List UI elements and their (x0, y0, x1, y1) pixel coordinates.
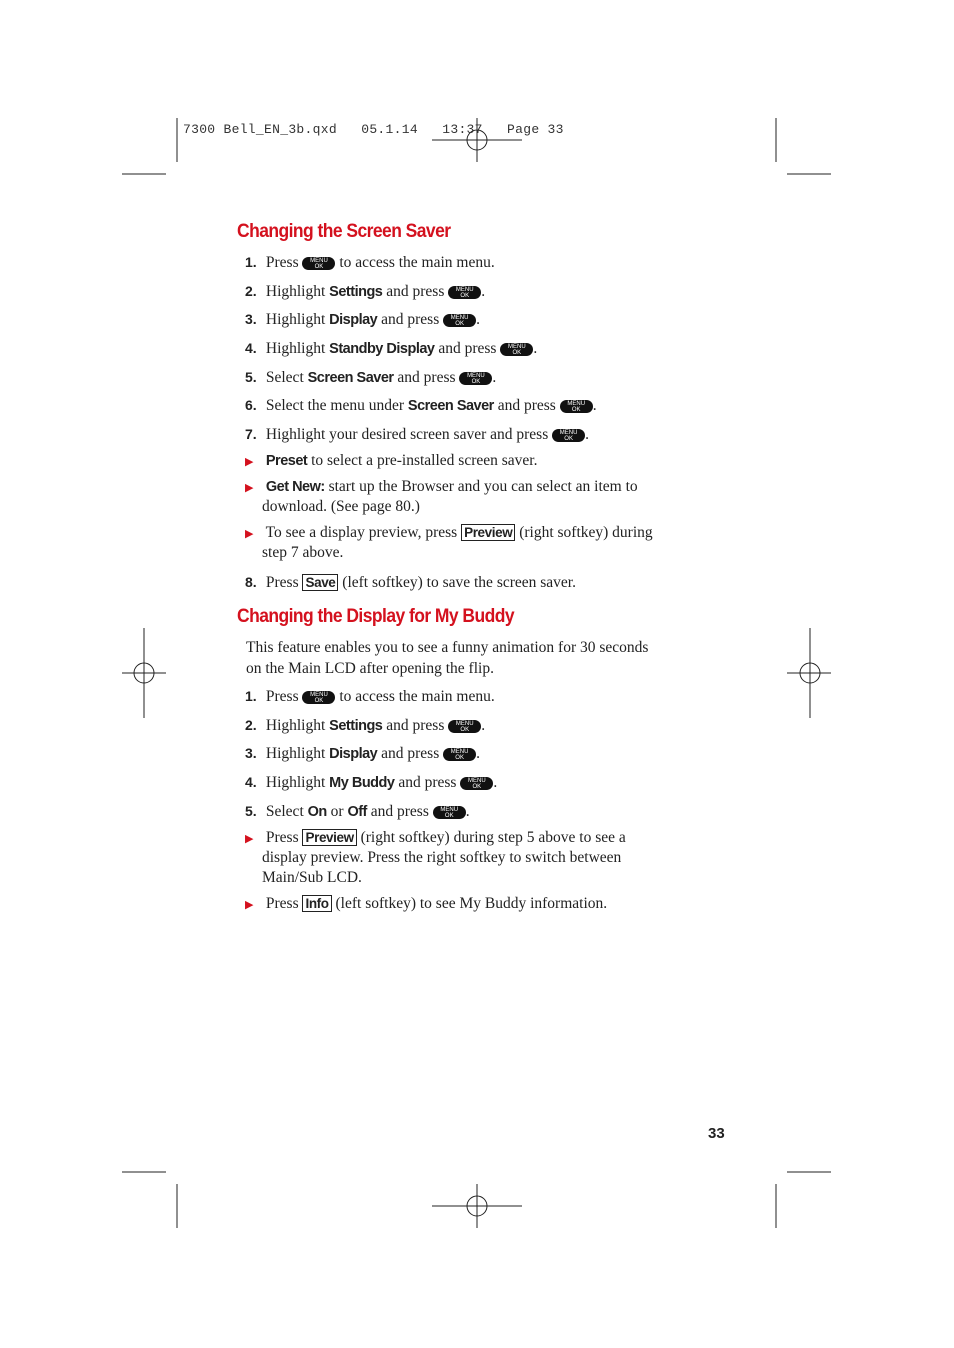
menu-ok-key-icon: MENU OK (560, 400, 593, 413)
menu-ok-key-icon: MENU OK (302, 691, 335, 704)
buddy-step-3: 3. Highlight Display and press MENU OK . (245, 745, 481, 762)
step-6: 6. Select the menu under Screen Saver and press MENU OK . (245, 397, 597, 414)
step-5: 5. Select Screen Saver and press MENU OK . (245, 369, 497, 386)
info-softkey-label: Info (302, 895, 331, 912)
step-4: 4. Highlight Standby Display and press MENU OK . (245, 340, 538, 357)
preview-softkey-label: Preview (302, 829, 356, 846)
buddy-bullet-preview: ▶ Press Preview (right softkey) during step 5 above to see a (245, 829, 626, 846)
buddy-step-4: 4. Highlight My Buddy and press MENU OK . (245, 774, 498, 791)
menu-ok-key-icon: MENU OK (552, 429, 585, 442)
bullet-arrow-icon: ▶ (245, 899, 254, 911)
step-3: 3. Highlight Display and press MENU OK . (245, 311, 481, 328)
step-7: 7. Highlight your desired screen saver and press MENU OK . (245, 426, 589, 443)
intro-line-1: This feature enables you to see a funny animation for 30 seconds (246, 639, 649, 656)
save-softkey-label: Save (302, 574, 338, 591)
section-heading-my-buddy: Changing the Display for My Buddy (237, 606, 515, 627)
buddy-bullet-preview-cont-1: display preview. Press the right softkey to switch between (262, 849, 622, 866)
buddy-step-1: 1. Press MENU OK to access the main menu. (245, 688, 495, 705)
menu-ok-key-icon: MENU OK (433, 806, 466, 819)
step-8: 8. Press Save (left softkey) to save the screen saver. (245, 574, 576, 591)
bullet-preset: ▶ Preset to select a pre-installed screen saver. (245, 452, 538, 469)
menu-ok-key-icon: MENU OK (460, 777, 493, 790)
step-2: 2. Highlight Settings and press MENU OK . (245, 283, 486, 300)
intro-line-2: on the Main LCD after opening the flip. (246, 660, 494, 677)
buddy-bullet-info: ▶ Press Info (left softkey) to see My Buddy information. (245, 895, 608, 912)
menu-ok-key-icon: MENU OK (500, 343, 533, 356)
bullet-arrow-icon: ▶ (245, 456, 254, 468)
buddy-bullet-preview-cont-2: Main/Sub LCD. (262, 869, 362, 886)
step-1: 1. Press MENU OK to access the main menu. (245, 254, 495, 271)
menu-ok-key-icon: MENU OK (448, 286, 481, 299)
bullet-get-new-cont: download. (See page 80.) (262, 498, 420, 515)
menu-ok-key-icon: MENU OK (302, 257, 335, 270)
menu-ok-key-icon: MENU OK (443, 748, 476, 761)
bullet-arrow-icon: ▶ (245, 482, 254, 494)
bullet-arrow-icon: ▶ (245, 528, 254, 540)
menu-ok-key-icon: MENU OK (448, 720, 481, 733)
bullet-preview: ▶ To see a display preview, press Preview (right softkey) during (245, 524, 653, 541)
menu-ok-key-icon: MENU OK (443, 314, 476, 327)
bullet-preview-cont: step 7 above. (262, 544, 344, 561)
menu-ok-key-icon: MENU OK (459, 372, 492, 385)
bullet-arrow-icon: ▶ (245, 833, 254, 845)
page-number: 33 (708, 1125, 725, 1142)
section-heading-screen-saver: Changing the Screen Saver (237, 221, 451, 242)
bullet-get-new: ▶ Get New: start up the Browser and you can select an item to (245, 478, 638, 495)
preview-softkey-label: Preview (461, 524, 515, 541)
buddy-step-5: 5. Select On or Off and press MENU OK . (245, 803, 470, 820)
file-slug: 7300 Bell_EN_3b.qxd 05.1.14 13:37 Page 33 (183, 122, 564, 137)
buddy-step-2: 2. Highlight Settings and press MENU OK . (245, 717, 486, 734)
